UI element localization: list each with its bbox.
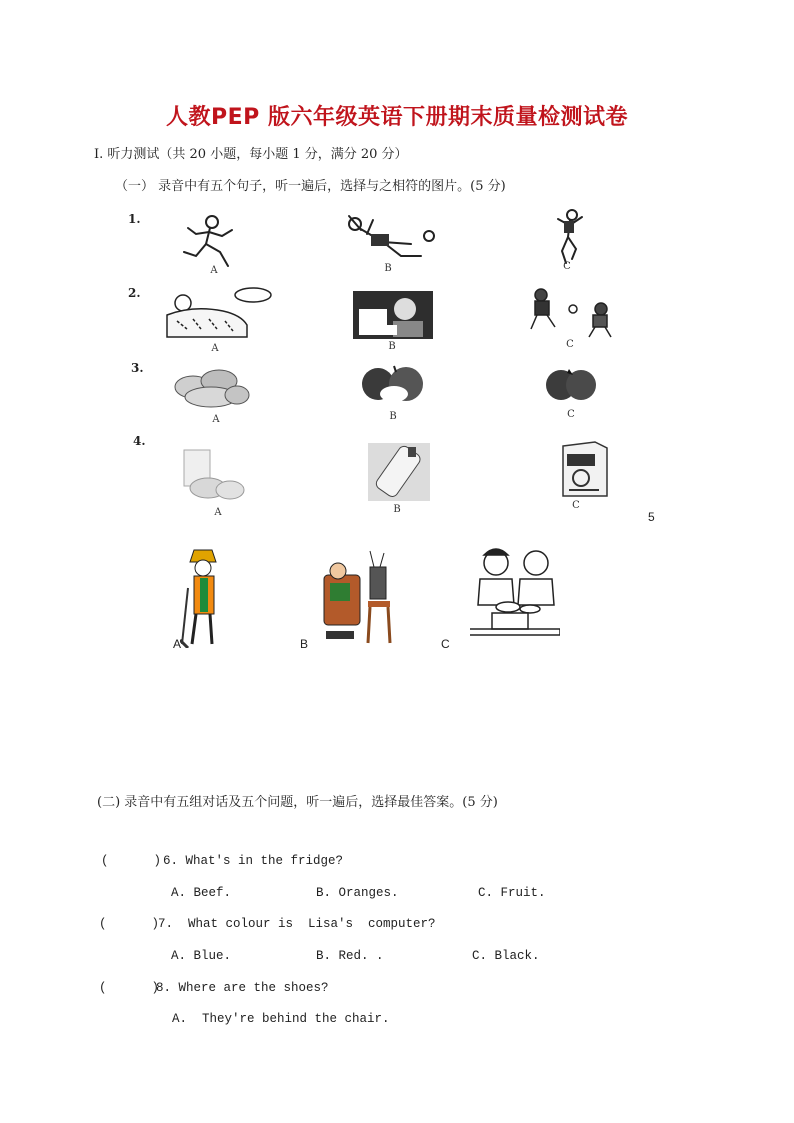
row2-label-c: C [566,339,574,350]
q6-option-b: B. Oranges. [316,886,399,900]
reading-boy-image [353,291,433,339]
boys-cooking-image [470,545,560,639]
q7-option-b: B. Red. . [316,949,384,963]
running-boy-image [178,212,248,270]
q7-option-c: C. Black. [472,949,540,963]
section2-heading: (二) 录音中有五组对话及五个问题，听一遍后，选择最佳答案。(5 分) [97,795,498,810]
row3-label-b: B [389,411,397,422]
boys-playing-football-image [525,287,620,339]
water-bottle-image [368,443,430,501]
potatoes-image [171,367,251,409]
row3-label-a: A [212,414,220,425]
row4-label-a: A [214,507,222,518]
q6-option-a: A. Beef. [171,886,232,900]
row1-label-c: C [563,261,571,272]
row4-label-c: C [572,500,580,511]
jumping-player-image [550,207,590,265]
row4-label-b: B [393,504,401,515]
question-number-1: 1. [128,212,141,226]
question-6: 6. What's in the fridge? [163,854,344,868]
apples-image [356,362,432,407]
row2-label-b: B [388,341,396,352]
answer-blank-7[interactable]: ( ) [99,917,160,931]
q8-option-a: A. They're behind the chair. [172,1012,390,1026]
sleeping-boy-image [163,285,273,340]
exam-title: 人教PEP 版六年级英语下册期末质量检测试卷 [166,105,628,130]
section1-heading: I. 听力测试（共 20 小题，每小题 1 分，满分 20 分） [94,147,408,162]
row2-label-a: A [211,343,219,354]
part1-instruction: （一） 录音中有五个句子，听一遍后，选择与之相符的图片。(5 分) [115,179,506,194]
diving-soccer-player-image [343,210,443,265]
question-7: 7. What colour is Lisa's computer? [158,917,436,931]
row5-label-c: C [441,637,450,651]
answer-blank-6[interactable]: ( ) [101,854,162,868]
row1-label-a: A [210,265,218,276]
answer-blank-8[interactable]: ( ) [99,981,160,995]
question-8: 8. Where are the shoes? [156,981,329,995]
q7-option-a: A. Blue. [171,949,232,963]
milk-box-image [559,438,611,498]
question-number-3: 3. [131,361,144,375]
row5-label-b: B [300,637,309,651]
question-number-2: 2. [128,286,141,300]
row3-label-c: C [567,409,575,420]
sweeping-cleaner-image [180,548,224,648]
question-number-4: 4. [133,434,146,448]
tomatoes-image [541,361,601,407]
tv-watching-boy-image [318,547,393,647]
orange-juice-image [178,444,248,502]
q6-option-c: C. Fruit. [478,886,546,900]
question-number-5: 5 [648,510,655,524]
row1-label-b: B [384,263,392,274]
row5-label-a: A [173,637,182,651]
